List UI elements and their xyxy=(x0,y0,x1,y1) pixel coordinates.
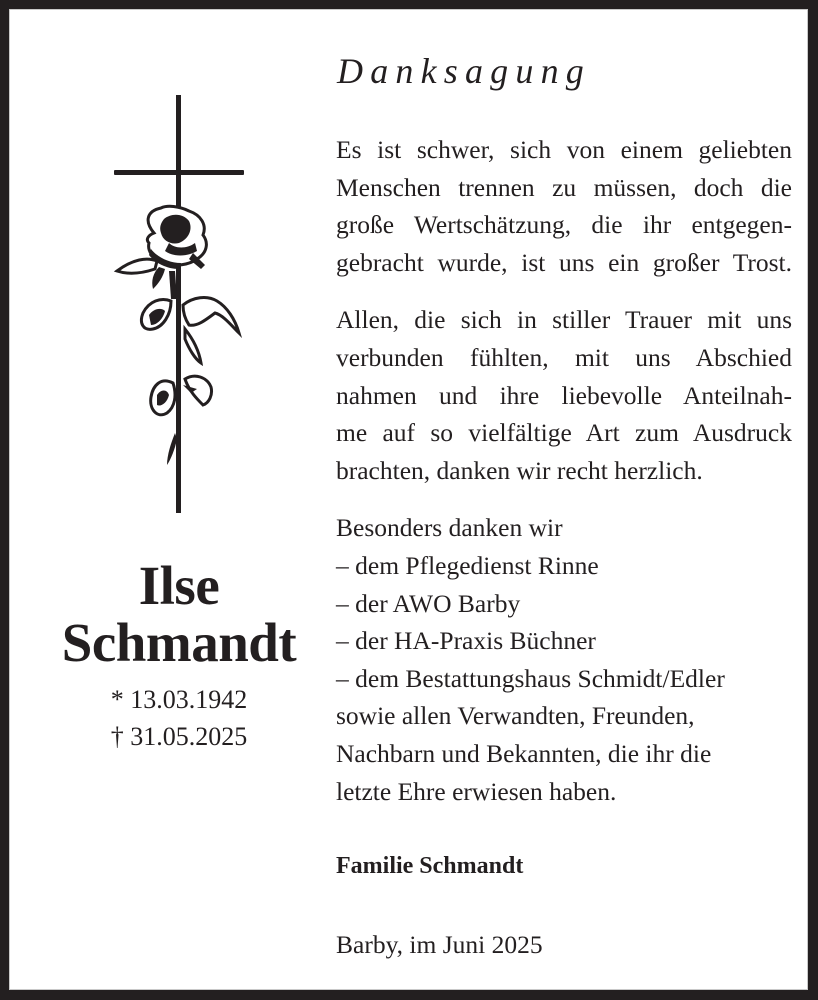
paragraph-1 xyxy=(336,131,792,281)
deceased-block xyxy=(29,557,329,755)
text-line: sowie allen Verwandten, Freunden, xyxy=(336,701,695,731)
heading-danksagung: Danksagung xyxy=(337,51,591,91)
thanks-list-item: – der HA-Praxis Büchner xyxy=(336,626,596,656)
text-line: verbunden fühlten, mit uns Abschied xyxy=(336,342,792,372)
signature: Familie Schmandt xyxy=(336,853,524,879)
text-line: Menschen trennen zu müssen, doch die xyxy=(336,172,792,202)
life-dates xyxy=(29,681,329,755)
deceased-last-name: Schmandt xyxy=(61,612,297,673)
text-line: brachten, danken wir recht herzlich. xyxy=(336,455,703,485)
text-line: letzte Ehre erwiesen haben. xyxy=(336,776,617,806)
text-line: Es ist schwer, sich von einem geliebten xyxy=(336,135,792,164)
text-line: me auf so vielfältige Art zum Ausdruck xyxy=(336,418,792,448)
place-date: Barby, im Juni 2025 xyxy=(336,930,543,959)
obituary-notice xyxy=(9,9,808,990)
cross-with-rose-icon xyxy=(109,93,249,515)
thanks-list-item: – dem Pflegedienst Rinne xyxy=(336,550,599,580)
deceased-first-name: Ilse xyxy=(138,555,220,616)
text-line: gebracht wurde, ist uns ein großer Trost. xyxy=(336,247,792,277)
paragraph-2 xyxy=(336,301,792,489)
text-line: Allen, die sich in stiller Trauer mit uns xyxy=(336,305,792,335)
paragraph-3 xyxy=(336,509,792,810)
thanks-list-item: – der AWO Barby xyxy=(336,588,521,618)
death-date: † 31.05.2025 xyxy=(110,722,248,751)
thanks-list-item: – dem Bestattungshaus Schmidt/Edler xyxy=(336,663,725,693)
text-line: Nachbarn und Bekannten, die ihr die xyxy=(336,738,712,768)
text-line: große Wertschätzung, die ihr entgegen- xyxy=(336,210,792,240)
message-body xyxy=(336,131,792,830)
birth-date: * 13.03.1942 xyxy=(110,685,248,714)
text-line: nahmen und ihre liebevolle Anteilnah- xyxy=(336,380,792,410)
text-line: Besonders danken wir xyxy=(336,513,563,543)
